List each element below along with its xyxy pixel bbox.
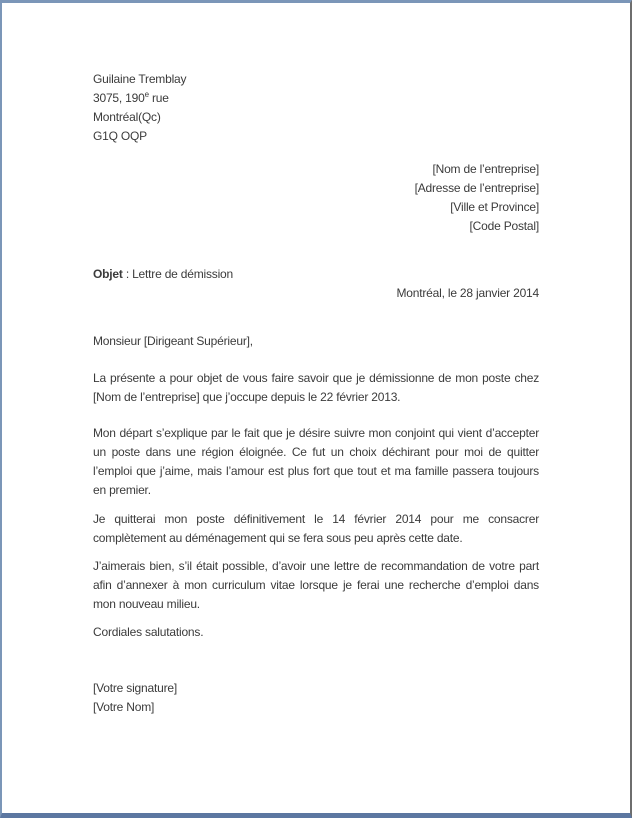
- paragraph-departure-date: Je quitterai mon poste définitivement le 14 février 2014 pour me consacrer complètement au déménagement qui se fera sous peu après cette date.: [93, 512, 539, 545]
- sender-street-name: rue: [148, 91, 169, 105]
- sender-city: Montréal(Qc): [93, 110, 161, 124]
- sender-street-number: 3075, 190: [93, 91, 145, 105]
- paragraph-resignation-notice: La présente a pour objet de vous faire savoir que je démissionne de mon poste chez [Nom de l’entreprise] que j’occupe depuis le 22 février 2013.: [93, 371, 539, 404]
- recipient-address-placeholder: [Adresse de l’entreprise]: [414, 181, 539, 195]
- signature-block: [93, 679, 539, 717]
- recipient-postal-code-placeholder: [Code Postal]: [469, 219, 539, 233]
- paragraph-recommendation-request: J’aimerais bien, s’il était possible, d’avoir une lettre de recommandation de votre part afin d’annexer à mon curriculum vitae lorsque je ferai une recherche d’emploi dans mon nouveau milieu.: [93, 559, 539, 611]
- sender-name: Guilaine Tremblay: [93, 72, 187, 86]
- sender-street: [93, 89, 539, 108]
- recipient-city-province-placeholder: [Ville et Province]: [450, 200, 539, 214]
- recipient-company-placeholder: [Nom de l’entreprise]: [432, 162, 539, 176]
- sender-postal-code: G1Q OQP: [93, 129, 147, 143]
- closing-salutation: Cordiales salutations.: [93, 625, 204, 639]
- sender-street-ordinal: e: [144, 90, 149, 99]
- subject-text: : Lettre de démission: [125, 267, 234, 281]
- recipient-block: [93, 160, 539, 236]
- date-line: Montréal, le 28 janvier 2014: [396, 286, 539, 300]
- salutation: Monsieur [Dirigeant Supérieur],: [93, 334, 253, 348]
- signature-name-placeholder: [Votre Nom]: [93, 700, 155, 714]
- subject-line: [93, 265, 539, 284]
- subject-label: Objet: [93, 267, 123, 281]
- sender-block: [93, 70, 539, 146]
- paragraph-reason: Mon départ s’explique par le fait que je désire suivre mon conjoint qui vient d’accepter un poste dans une région éloignée. Ce fut un choix déchirant pour moi de quitter l’emploi que j’aime, mais l’amour est plus fort que tout et ma famille passera toujours en premier.: [93, 426, 539, 497]
- signature-placeholder: [Votre signature]: [93, 681, 177, 695]
